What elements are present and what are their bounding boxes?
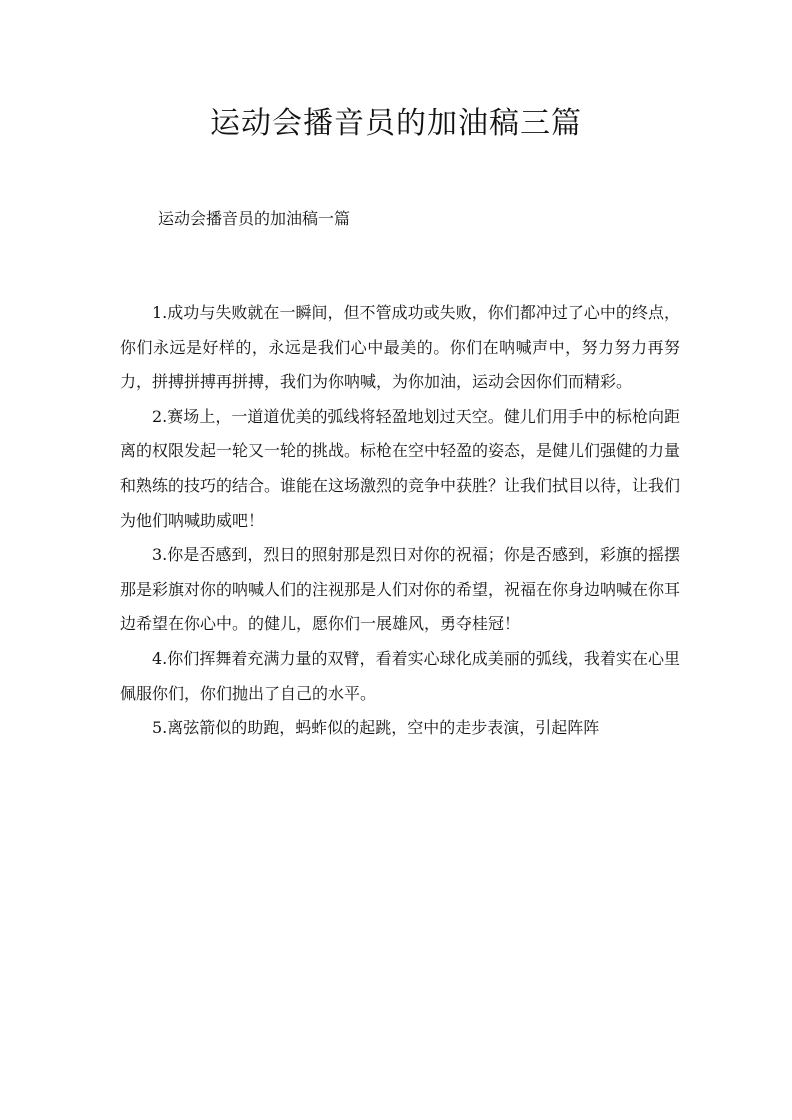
paragraph-3: 3.你是否感到，烈日的照射那是烈日对你的祝福；你是否感到，彩旗的摇摆那是彩旗对你的呐喊人们的注视那是人们对你的希望，祝福在你身边呐喊在你耳边希望在你心中。的健儿，愿你们一展雄风，勇夺桂冠！: [120, 545, 681, 634]
article-body: [120, 296, 680, 746]
page-title: 运动会播音员的加油稿三篇: [210, 106, 582, 141]
section-subtitle: 运动会播音员的加油稿一篇: [158, 209, 351, 228]
paragraph-5: 5.离弦箭似的助跑，蚂蚱似的起跳，空中的走步表演，引起阵阵: [152, 718, 600, 738]
paragraph-1: 1.成功与失败就在一瞬间，但不管成功或失败，你们都冲过了心中的终点，你们永远是好样的，永远是我们心中最美的。你们在呐喊声中，努力努力再努力，拼搏拼搏再拼搏，我们为你呐喊，为你加油，运动会因你们而精彩。: [120, 303, 680, 392]
paragraph-2: 2.赛场上，一道道优美的弧线将轻盈地划过天空。健儿们用手中的标枪向距离的权限发起一轮又一轮的挑战。标枪在空中轻盈的姿态，是健儿们强健的力量和熟练的技巧的结合。谁能在这场激烈的竞争中获胜？让我们拭目以待，让我们为他们呐喊助威吧！: [120, 406, 681, 530]
paragraph-4: 4.你们挥舞着充满力量的双臂，看着实心球化成美丽的弧线，我着实在心里佩服你们，你们抛出了自己的水平。: [120, 648, 680, 703]
